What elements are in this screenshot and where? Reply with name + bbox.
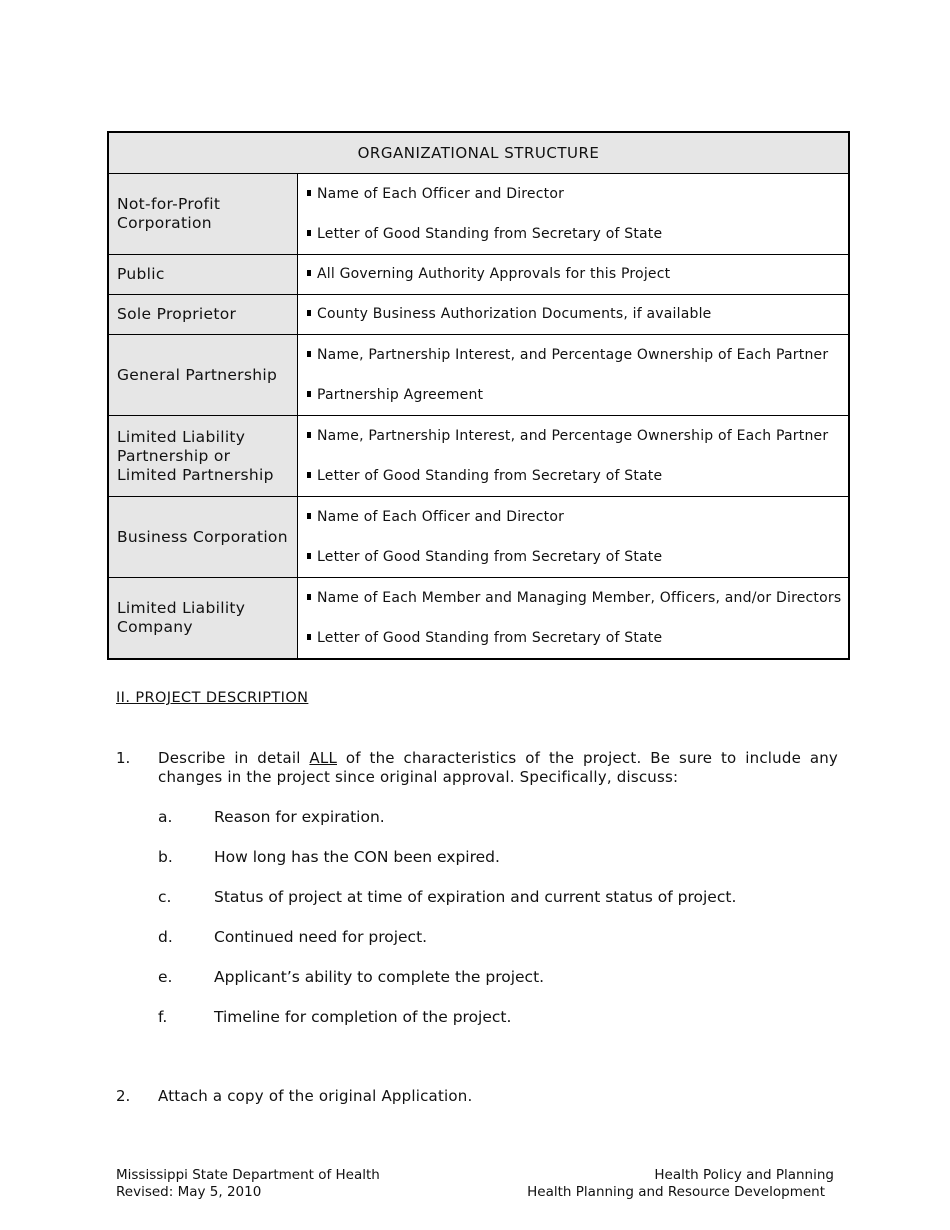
table-title-row	[108, 132, 849, 174]
requirement-item	[307, 335, 848, 375]
row-label: Business Corporation	[108, 497, 298, 578]
requirement-item	[307, 537, 848, 577]
requirement-text: All Governing Authority Approvals for this Project	[317, 266, 671, 282]
bullet-icon	[307, 351, 311, 357]
table-row	[108, 255, 849, 295]
footer-revised-date: Revised: May 5, 2010	[116, 1184, 262, 1200]
row-requirements	[298, 497, 850, 578]
requirement-item	[307, 416, 848, 456]
subitem-text: Timeline for completion of the project.	[214, 1008, 512, 1026]
row-requirements	[298, 416, 850, 497]
row-label: Sole Proprietor	[108, 295, 298, 335]
row-label: General Partnership	[108, 335, 298, 416]
bullet-icon	[307, 513, 311, 519]
requirement-text: Letter of Good Standing from Secretary of State	[317, 468, 663, 484]
requirement-item	[307, 295, 848, 334]
table-title: ORGANIZATIONAL STRUCTURE	[108, 132, 849, 174]
table-row	[108, 335, 849, 416]
subitem-letter: b.	[158, 848, 173, 866]
requirement-text: Name of Each Officer and Director	[317, 186, 565, 202]
requirement-item	[307, 578, 848, 618]
subitem-text: Status of project at time of expiration and current status of project.	[214, 888, 737, 906]
item-number: 1.	[116, 749, 131, 767]
footer-office: Health Policy and Planning	[654, 1167, 834, 1183]
footer-division: Health Planning and Resource Development	[527, 1184, 825, 1200]
subitem-text: Continued need for project.	[214, 928, 428, 946]
requirement-item	[307, 456, 848, 496]
row-label: Public	[108, 255, 298, 295]
bullet-icon	[307, 190, 311, 196]
item-description	[158, 749, 838, 787]
subitem-letter: e.	[158, 968, 173, 986]
requirement-text: Name, Partnership Interest, and Percentage Ownership of Each Partner	[317, 347, 829, 363]
requirement-text: Letter of Good Standing from Secretary of State	[317, 549, 663, 565]
requirement-text: Name of Each Officer and Director	[317, 509, 565, 525]
subitem-text: Reason for expiration.	[214, 808, 385, 826]
row-requirements	[298, 255, 850, 295]
requirement-item	[307, 255, 848, 294]
row-label: Not-for-Profit Corporation	[108, 174, 298, 255]
bullet-icon	[307, 230, 311, 236]
bullet-icon	[307, 594, 311, 600]
requirement-text: Letter of Good Standing from Secretary of State	[317, 226, 663, 242]
footer-left	[116, 1167, 380, 1201]
row-requirements	[298, 174, 850, 255]
bullet-icon	[307, 391, 311, 397]
requirement-item	[307, 618, 848, 658]
footer-department: Mississippi State Department of Health	[116, 1167, 380, 1183]
bullet-icon	[307, 310, 311, 316]
footer-right	[527, 1167, 834, 1201]
section-heading: II. PROJECT DESCRIPTION	[116, 690, 309, 706]
subitem-letter: c.	[158, 888, 172, 906]
description-emphasis: ALL	[309, 749, 337, 767]
table-row	[108, 295, 849, 335]
requirement-text: Name of Each Member and Managing Member, Officers, and/or Directors	[317, 590, 842, 606]
table-row	[108, 416, 849, 497]
description-text: Describe in detail	[158, 749, 310, 767]
bullet-icon	[307, 553, 311, 559]
table-row	[108, 174, 849, 255]
subitem-letter: a.	[158, 808, 173, 826]
requirement-text: Letter of Good Standing from Secretary of State	[317, 630, 663, 646]
description-text: of the characteristics of the project. Be sure to include any changes in the project since original approval. Specifically, discuss:	[158, 749, 838, 786]
table-row	[108, 578, 849, 660]
subitem-text: How long has the CON been expired.	[214, 848, 500, 866]
row-label: Limited Liability Partnership or Limited Partnership	[108, 416, 298, 497]
table-row	[108, 497, 849, 578]
row-requirements	[298, 578, 850, 660]
item-number: 2.	[116, 1087, 131, 1105]
item-description: Attach a copy of the original Application.	[158, 1087, 473, 1105]
requirement-item	[307, 214, 848, 254]
row-requirements	[298, 335, 850, 416]
requirement-item	[307, 174, 848, 214]
organizational-structure-table	[107, 131, 850, 660]
subitem-letter: d.	[158, 928, 173, 946]
bullet-icon	[307, 634, 311, 640]
requirement-item	[307, 375, 848, 415]
requirement-item	[307, 497, 848, 537]
row-requirements	[298, 295, 850, 335]
bullet-icon	[307, 270, 311, 276]
requirement-text: County Business Authorization Documents, if available	[317, 306, 712, 322]
subitem-text: Applicant’s ability to complete the project.	[214, 968, 545, 986]
bullet-icon	[307, 432, 311, 438]
subitem-letter: f.	[158, 1008, 168, 1026]
row-label: Limited Liability Company	[108, 578, 298, 660]
bullet-icon	[307, 472, 311, 478]
requirement-text: Name, Partnership Interest, and Percentage Ownership of Each Partner	[317, 428, 829, 444]
requirement-text: Partnership Agreement	[317, 387, 484, 403]
